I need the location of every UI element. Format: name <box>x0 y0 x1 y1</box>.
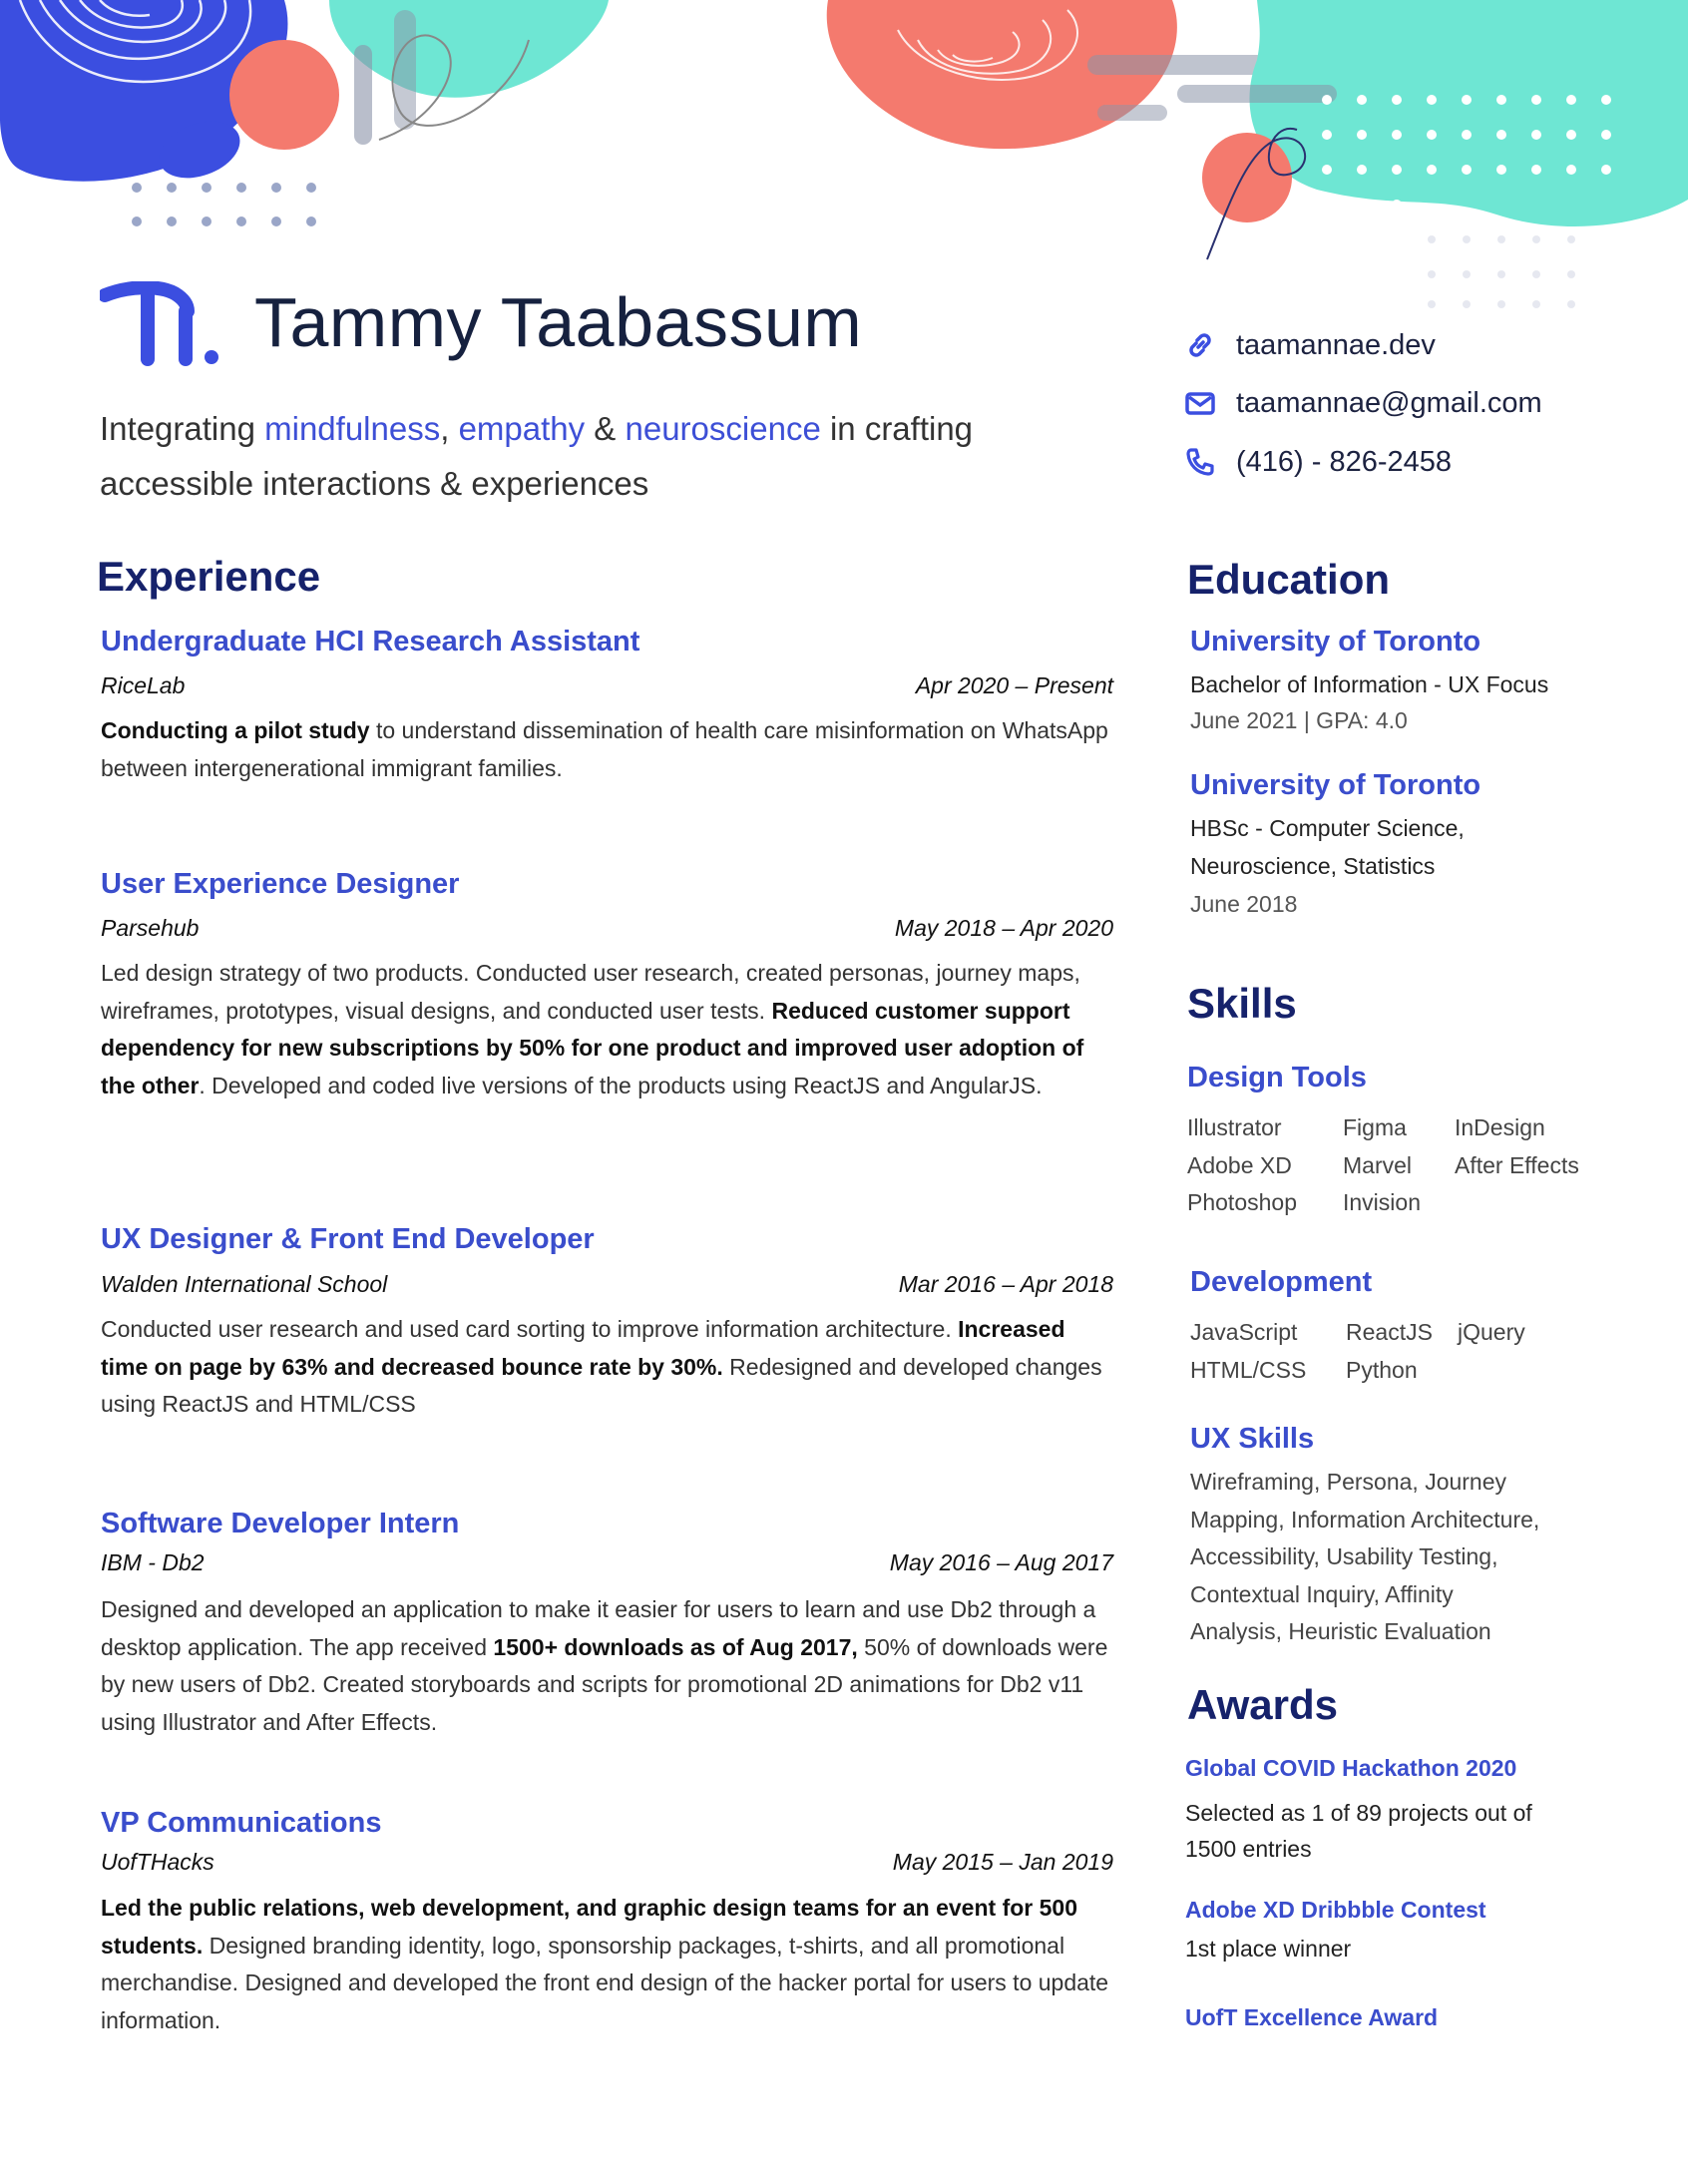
ux-skill-line: Analysis, Heuristic Evaluation <box>1190 1618 1491 1644</box>
phone-icon <box>1184 446 1216 478</box>
school-name: University of Toronto <box>1190 626 1481 657</box>
desc-bold: Led the public relations, web development, and graphic design teams for an event for 500 students. <box>101 1895 1077 1959</box>
desc-text: to understand dissemination of health care misinformation on WhatsApp between intergenerational immigrant families. <box>101 717 1108 781</box>
tagline-highlight: empathy <box>458 410 586 447</box>
skill-item: Invision <box>1343 1189 1421 1215</box>
award-desc: 1500 entries <box>1185 1836 1312 1862</box>
degree: Bachelor of Information - UX Focus <box>1190 671 1549 697</box>
desc-text: . Developed and coded live versions of the products using ReactJS and AngularJS. <box>199 1072 1043 1098</box>
degree: HBSc - Computer Science, <box>1190 815 1465 841</box>
job-date: May 2015 – Jan 2019 <box>892 1849 1113 1875</box>
award-title: Global COVID Hackathon 2020 <box>1185 1755 1517 1781</box>
job-title: User Experience Designer <box>101 868 460 900</box>
decorative-header-art <box>0 0 1688 319</box>
mail-icon <box>1184 387 1216 419</box>
job-date: Mar 2016 – Apr 2018 <box>898 1271 1113 1297</box>
award-desc: Selected as 1 of 89 projects out of <box>1185 1800 1532 1826</box>
tagline-highlight: mindfulness <box>264 410 441 447</box>
skill-item: Python <box>1346 1356 1418 1383</box>
desc-text: Designed branding identity, logo, sponsorship packages, t-shirts, and all promotional merchandise. Designed and developed the front end design of the hacker portal for users to update information. <box>101 1932 1109 2033</box>
contact-website[interactable] <box>1184 325 1643 365</box>
school-name: University of Toronto <box>1190 769 1481 801</box>
job-title: Software Developer Intern <box>101 1508 460 1539</box>
awards-heading: Awards <box>1187 1681 1338 1728</box>
job-date: May 2018 – Apr 2020 <box>894 915 1113 941</box>
contact-phone[interactable] <box>1184 442 1643 482</box>
desc-bold: 1500+ downloads as of Aug 2017, <box>493 1633 858 1660</box>
tagline-highlight: neuroscience <box>625 410 821 447</box>
ux-skills-list <box>1190 1464 1539 1651</box>
design-tools-list <box>1187 1109 1594 1222</box>
education-date: June 2018 <box>1190 891 1298 917</box>
candidate-name: Tammy Taabassum <box>254 283 863 361</box>
ux-skills-heading: UX Skills <box>1190 1423 1315 1455</box>
tagline <box>100 401 1097 511</box>
job-company: Parsehub <box>101 915 200 941</box>
ux-skill-line: Wireframing, Persona, Journey <box>1190 1469 1507 1495</box>
design-tools-heading: Design Tools <box>1187 1062 1367 1093</box>
desc-text: Designed and developed an application to make it easier for users to learn and use Db2 through a desktop application. The app received <box>101 1596 1096 1660</box>
skill-item: HTML/CSS <box>1190 1356 1307 1383</box>
ux-skill-line: Mapping, Information Architecture, <box>1190 1506 1540 1532</box>
website-text[interactable]: taamannae.dev <box>1236 328 1436 361</box>
desc-text: Led design strategy of two products. Conducted user research, created personas, journey maps, wireframes, prototypes, visual designs, and conducted user tests. <box>101 960 1080 1024</box>
job-description <box>101 955 1113 1104</box>
development-heading: Development <box>1190 1266 1373 1298</box>
email-text[interactable]: taamannae@gmail.com <box>1236 386 1542 419</box>
job-description <box>101 1311 1113 1424</box>
job-company: UofTHacks <box>101 1849 214 1875</box>
job-company: RiceLab <box>101 672 186 698</box>
degree: Neuroscience, Statistics <box>1190 853 1436 879</box>
job-description <box>101 712 1113 787</box>
desc-text: 50% of downloads were by new users of Db2. Created storyboards and scripts for promotional 2D animations for Db2 v11 using Illustrator and After Effects. <box>101 1633 1108 1735</box>
desc-bold: Conducting a pilot study <box>101 717 370 743</box>
job-title: UX Designer & Front End Developer <box>101 1223 595 1255</box>
desc-bold: Increased time on page by 63% and decreased bounce rate by 30%. <box>101 1316 1065 1380</box>
award-title: UofT Excellence Award <box>1185 2004 1439 2030</box>
skills-heading: Skills <box>1187 980 1297 1027</box>
job-date: May 2016 – Aug 2017 <box>889 1549 1113 1575</box>
skill-item: JavaScript <box>1190 1319 1298 1345</box>
skill-item: After Effects <box>1455 1151 1579 1178</box>
award-title: Adobe XD Dribbble Contest <box>1185 1897 1486 1923</box>
experience-heading: Experience <box>97 553 321 600</box>
desc-text: Conducted user research and used card sorting to improve information architecture. <box>101 1316 959 1342</box>
job-company: IBM - Db2 <box>101 1549 205 1575</box>
job-description <box>101 1890 1113 2039</box>
job-description <box>101 1591 1113 1741</box>
skill-item: InDesign <box>1455 1114 1545 1140</box>
skill-item: Adobe XD <box>1187 1151 1292 1178</box>
contact-email[interactable] <box>1184 383 1643 423</box>
desc-bold: Reduced customer support dependency for new subscriptions by 50% for one product and improved user adoption of the other <box>101 997 1084 1098</box>
skill-item: Illustrator <box>1187 1114 1282 1140</box>
tagline-text: , <box>440 410 459 447</box>
education-heading: Education <box>1187 556 1391 603</box>
skill-item <box>1455 1184 1594 1222</box>
ux-skill-line: Accessibility, Usability Testing, <box>1190 1543 1498 1569</box>
tagline-text: in crafting accessible interactions & experiences <box>100 410 974 502</box>
job-date: Apr 2020 – Present <box>915 672 1113 698</box>
tt-logo-icon <box>100 281 229 371</box>
link-icon <box>1184 329 1216 361</box>
skill-item: ReactJS <box>1346 1319 1433 1345</box>
job-company: Walden International School <box>101 1271 388 1297</box>
tagline-text: & <box>585 410 626 447</box>
award-desc: 1st place winner <box>1185 1936 1352 1962</box>
job-title: Undergraduate HCI Research Assistant <box>101 626 640 657</box>
skill-item <box>1458 1352 1597 1390</box>
skill-item: Figma <box>1343 1114 1407 1140</box>
phone-text[interactable]: (416) - 826-2458 <box>1236 445 1453 478</box>
skill-item: Marvel <box>1343 1151 1413 1178</box>
desc-text: Redesigned and developed changes using ReactJS and HTML/CSS <box>101 1353 1102 1417</box>
ux-skill-line: Contextual Inquiry, Affinity <box>1190 1580 1454 1607</box>
tagline-text: Integrating <box>100 410 265 447</box>
development-list <box>1190 1314 1597 1389</box>
job-title: VP Communications <box>101 1807 382 1839</box>
skill-item: Photoshop <box>1187 1189 1297 1215</box>
skill-item: jQuery <box>1458 1319 1525 1345</box>
education-date: June 2021 | GPA: 4.0 <box>1190 707 1408 733</box>
